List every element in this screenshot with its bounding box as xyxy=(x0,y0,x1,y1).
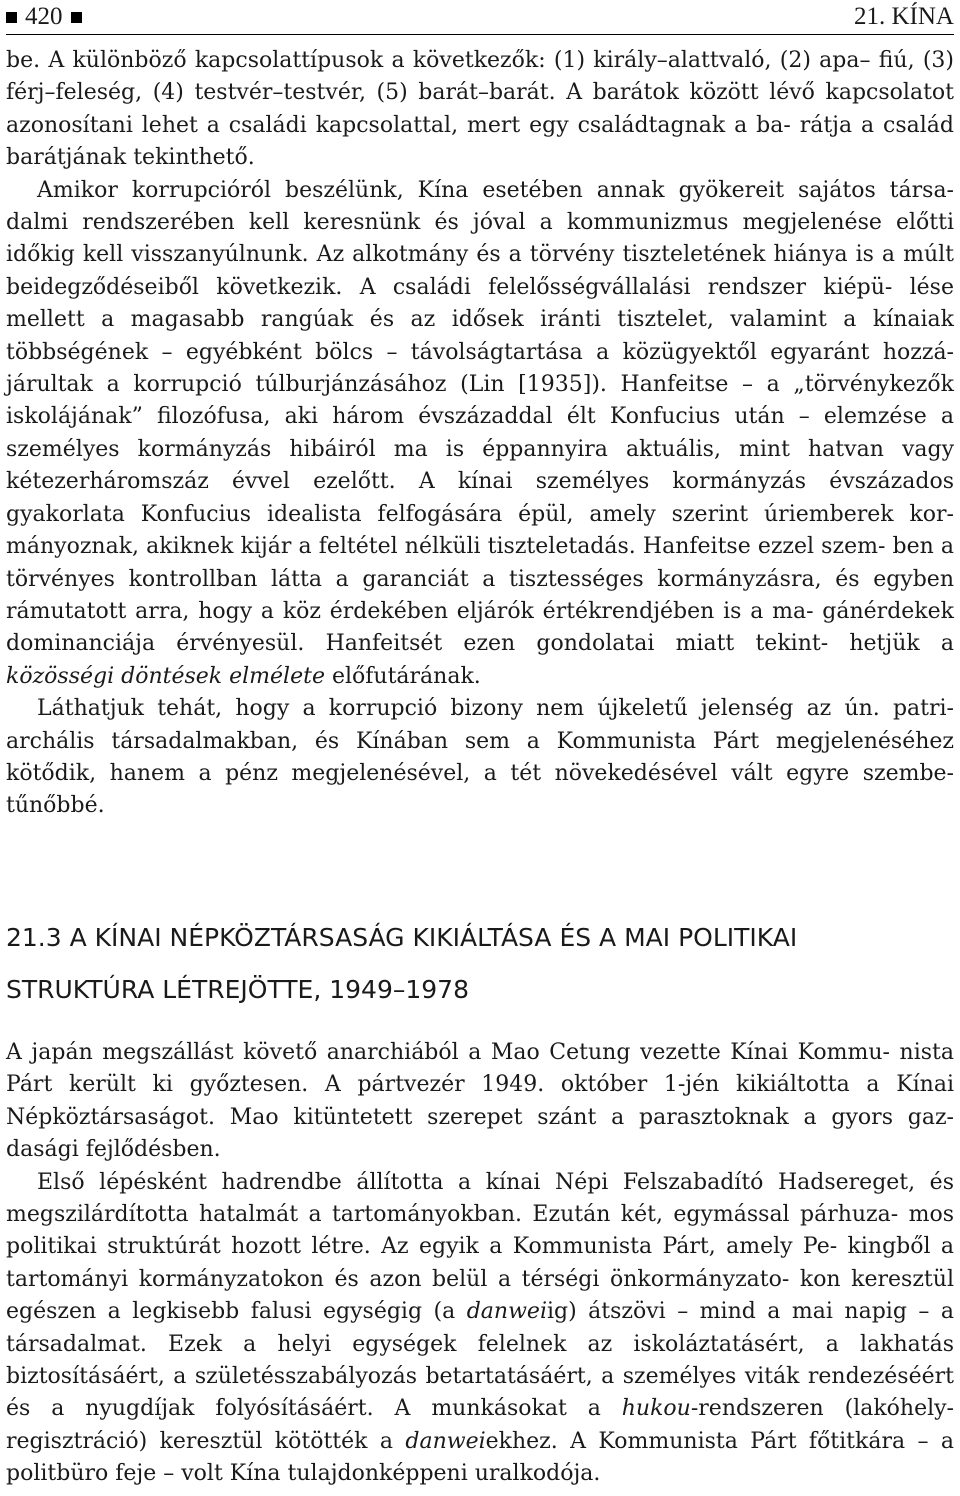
italic-term: hukou xyxy=(621,1396,691,1422)
page-number: 420 xyxy=(25,3,63,30)
paragraph: Első lépésként hadrendbe állította a kínai Népi Felszabadító Hadsereget, és megszilárdította hatalmát a tartományokban. Ezután két, egymással párhuza- mos politikai struktúrát hozott létre. Az egyik a Kommunista Párt, amely Pe- kingből a tartományi kormányzatokon és azon belül a térségi önkormányzato- kon keresztül egészen a legkisebb falusi egységig (a danweiig) átszövi – mind a mai napig – a társadalmat. Ezek a helyi egységek felelnek az iskoláztatásért, a lakhatás biztosításáért, a születésszabályozás betartatásáért, a személyes viták rendezéséért és a nyugdíjak folyósításáért. A munkásokat a hukou-rendszeren (lakóhely-regisztráció) keresztül kötötték a danweiekhez. A Kommunista Párt főtitkára – a politbüro feje – volt Kína tulajdonképpeni uralkodója. xyxy=(6,1169,954,1487)
paragraph: Amikor korrupcióról beszélünk, Kína esetében annak gyökereit sajátos társa- dalmi rendszerében kell keresnünk és jóval a kommunizmus megjelenése előtti időkig kell visszanyúlnunk. Az alkotmány és a törvény tiszteletének hiánya is a múlt beidegződéseiből következik. A családi felelősségvállalási rendszer kiépü- lése mellett a magasabb rangúak és az idősek iránti tisztelet, valamint a kínaiak többségének – egyébként bölcs – távolságtartása a közügyektől egyaránt hozzá- járultak a korrupció túlburjánzásához (Lin [1935]). Hanfeitse – a „törvénykezők iskolájának” filozófusa, aki három évszázaddal élt Konfucius után – elemzése a személyes kormányzás hibáiról ma is éppannyira aktuális, mint hatvan vagy kétezerháromszáz évvel ezelőtt. A kínai személyes kormányzás évszázados gyakorlata Konfucius idealista felfogására épül, amely szerint úriemberek kor- mányoznak, akiknek kijár a feltétel nélküli tiszteletadás. Hanfeitse ezzel szem- ben a törvényes kontrollban látta a garanciát a tisztességes kormányzásra, és egyben rámutatott arra, hogy a köz érdekében eljárók értékrendjében is a ma- gánérdekek dominanciája érvényesül. Hanfeitsét ezen gondolatai miatt tekint- hetjük a közösségi döntések elmélete előfutárának. xyxy=(6,177,955,689)
italic-term: danwei xyxy=(405,1428,486,1454)
section-heading xyxy=(6,912,954,1016)
section-heading-line: 21.3 A KÍNAI NÉPKÖZTÁRSASÁG KIKIÁLTÁSA ÉS A MAI POLITIKAI xyxy=(6,923,798,952)
header-left xyxy=(6,3,82,31)
paragraph: A japán megszállást követő anarchiából a Mao Cetung vezette Kínai Kommu- nista Párt került ki győztesen. A pártvezér 1949. október 1-jén kikiáltotta a Kínai Népköztársaságot. Mao kitüntetett szerepet szánt a parasztoknak a gyors gaz- dasági fejlődésben. xyxy=(6,1040,954,1163)
section-text-lower xyxy=(6,1037,954,1491)
paragraph: Láthatjuk tehát, hogy a korrupció bizony nem újkeletű jelenség az ún. patri- archális társadalmakban, és Kínában sem a Kommunista Párt megjelenéséhez kötődik, hanem a pénz megjelenésével, a tét növekedésével vált egyre szembe- tűnőbbé. xyxy=(6,696,954,819)
italic-term: közösségi döntések elmélete xyxy=(6,663,325,689)
paragraph: be. A különböző kapcsolattípusok a következők: (1) király–alattvaló, (2) apa– fiú, (3) férj–feleség, (4) testvér–testvér, (5) barát–barát. A barátok között lévő kapcsolatot azonosítani lehet a családi kapcsolattal, mert egy családtagnak a ba- rátja a család barátjának tekinthető. xyxy=(6,48,954,171)
running-header xyxy=(6,0,954,35)
italic-term: danwei xyxy=(466,1299,547,1325)
section-heading-line: STRUKTÚRA LÉTREJÖTTE, 1949–1978 xyxy=(6,975,469,1004)
square-bullet-icon xyxy=(6,12,17,23)
chapter-title: 21. KÍNA xyxy=(854,3,954,30)
square-bullet-icon xyxy=(71,12,82,23)
section-text-upper xyxy=(6,45,954,823)
